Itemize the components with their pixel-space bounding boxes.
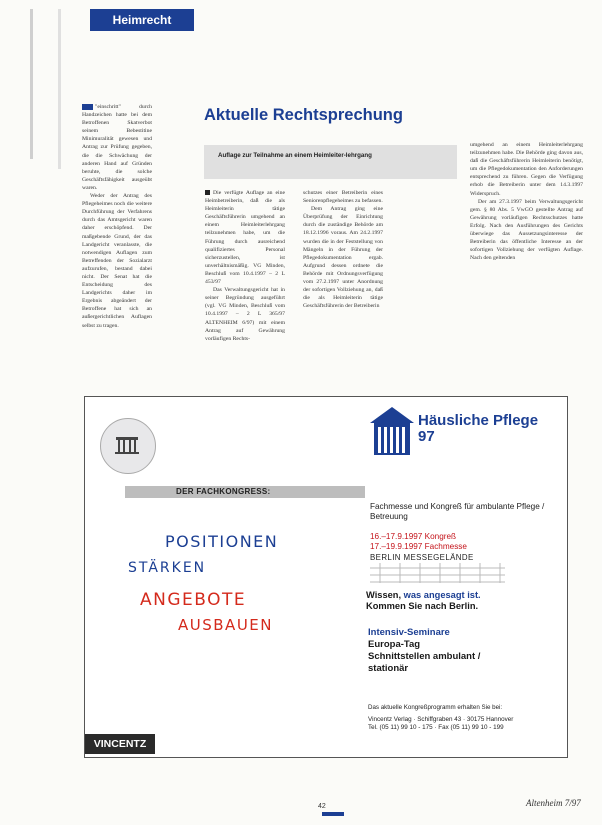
date-fair: 17.–19.9.1997 Fachmesse	[370, 542, 467, 551]
exhibition-grid-graphic	[370, 563, 505, 583]
margin-rule-2	[58, 9, 61, 169]
slogan-part-b: was angesagt ist.	[403, 590, 481, 600]
topic-item: Intensiv-Seminare	[368, 627, 450, 638]
section-header: Heimrecht	[90, 9, 194, 31]
congress-band-label: DER FACHKONGRESS:	[176, 487, 271, 496]
program-note: Das aktuelle Kongreßprogramm erhalten Sie bei:	[368, 704, 503, 711]
fair-description: Fachmesse und Kongreß für ambulante Pflege / Betreuung	[370, 502, 545, 521]
paragraph-text: "einschritt" durch Handzeichen hatte bei dem Betroffenen Skatverbot seinem Bebestitine Minimuralität gewesen und Antrag zur Prüfung gegeben, die die Schwächung der anderen Hand auf Gründen beruhte, die solche Geschäftsfähigkeit ausgeübt waren.	[82, 104, 152, 191]
page-number-bar	[322, 812, 344, 816]
publisher-logo: VINCENTZ	[85, 734, 155, 754]
venue: BERLIN MESSEGELÄNDE	[370, 553, 474, 562]
page-number: 42	[318, 803, 326, 810]
text-column-1	[82, 103, 152, 330]
slogan-part-c: Kommen Sie nach Berlin.	[366, 601, 479, 611]
article-title: Aktuelle Rechtsprechung	[204, 106, 403, 124]
paragraph	[205, 189, 285, 286]
continuation-marker	[82, 104, 93, 110]
topic-list	[368, 627, 568, 675]
paragraph-text: Die verfügte Auflage an eine Heimbetreiberin, daß die als Heimleiterin tätige Geschäftsführerin umgehend an einem Heimleiterlehrgang teilzunehmen habe, um die Führung durch ausreichend qualifiziertes Personal sicherzustellen, ist unverhältnismäßig. VG Minden, Beschluß vom 10.4.1997 – 2 L 453/97	[205, 190, 285, 286]
slogan-part-a: Wissen,	[366, 590, 404, 600]
margin-rule	[30, 9, 33, 159]
brand-title: Häusliche Pflege 97	[418, 412, 539, 445]
paragraph	[82, 103, 152, 192]
topic-item: stationär	[368, 663, 409, 674]
text-column-3	[303, 189, 383, 310]
gate-icon	[115, 434, 139, 454]
event-dates	[370, 532, 560, 552]
text-column-2	[205, 189, 285, 343]
contact-phone: Tel. (05 11) 99 10 - 175 · Fax (05 11) 99 10 - 199	[368, 724, 504, 732]
contact-address: Vincentz Verlag · Schiffgraben 43 · 30175 Hannover	[368, 716, 514, 723]
paragraph: Das Verwaltungsgericht hat in seiner Begründung ausgeführt (vgl. VG Minden, Beschluß vom 10.4.1997 – 2 L 365/97 ALTENHEIM 6/97) mit einem Antrag auf Gewährung vorläufigen Rechts-	[205, 287, 285, 342]
handwritten-word-3: ANGEBOTE	[140, 590, 247, 610]
paragraph: Der am 27.3.1997 beim Verwaltungsgericht gem. § 80 Abs. 5 VwGO gestellte Antrag auf Gewährung vorläufigen Rechtsschutzes hatte Erfolg. Nach den Ausführungen des Gerichts überwiege das Aussetzungsinteresse der Betreiberin das öffentliche Interesse an der sofortigen Vollziehung der verfügten Auflage. Nach den geltenden	[470, 198, 583, 262]
subhead-box	[204, 145, 457, 179]
topic-item: Europa-Tag	[368, 639, 421, 650]
paragraph: Weder der Antrag des Pflegeheimes noch die weitere Durchführung der Verfahrens durch das Amtsgericht waren daher erschöpfend. Der maßgebende Grund, der das Landgericht veranlasste, die notwendigen Auflagen zum Betreffenden der Sozialarzt aufzurufen, bestand dabei nicht. Der Senat hat die Entscheidung des Landgerichts daher im Ergebnis abgeändert der Betroffene hat sich an außergerichtlichen Auflagen selbst zu tragen.	[82, 193, 152, 329]
handwritten-word-1: POSITIONEN	[165, 532, 279, 551]
contact-block	[368, 716, 568, 732]
subhead-title: Auflage zur Teilnahme an einem Heimleiter-lehrgang	[218, 152, 372, 159]
handwritten-word-4: AUSBAUEN	[178, 616, 273, 634]
ad-slogan	[366, 590, 566, 612]
date-congress: 16.–17.9.1997 Kongreß	[370, 532, 457, 541]
bullet-square	[205, 190, 210, 195]
handwritten-word-2: STÄRKEN	[128, 560, 207, 576]
paragraph: Dem Antrag ging eine Überprüfung der Einrichtung durch die zuständige Behörde am 18.12.1996 voraus. Am 24.2.1997 wurden die in der Feststellung von Mängeln in der Führung der Pflegedokumentation ergab. Aufgrund dessen ordnete die Behörde mit Ordnungsverfügung vom 27.2.1997 unter Anordnung der sofortigen Vollziehung an, daß die als Heimleiterin tätige Geschäftsführerin der Betreiberin	[303, 206, 383, 310]
paragraph: schutzes einer Betreiberin eines Seniorenpflegeheimes zu befassen.	[303, 190, 383, 205]
text-column-4	[470, 141, 583, 262]
paragraph: umgehend an einem Heimleiterlehrgang teilzunehmen habe. Die Behörde ging davon aus, daß die Geschäftsführerin Heimleiterin benötigt, um die Pflegedokumentation den Anforderungen entsprechend zu führen. Gegen die Verfügung erhob die Betreiberin unter dem 14.3.1997 Widerspruch.	[470, 142, 583, 197]
topic-item: Schnittstellen ambulant /	[368, 651, 481, 662]
house-logo-icon	[368, 405, 416, 457]
journal-issue: Altenheim 7/97	[526, 798, 581, 808]
